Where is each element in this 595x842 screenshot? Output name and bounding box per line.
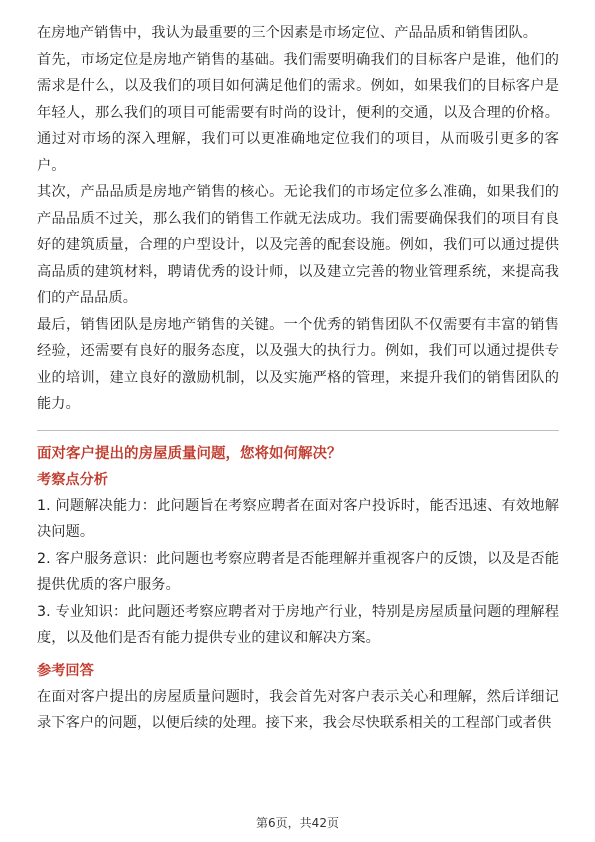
question-title: 面对客户提出的房屋质量问题，您将如何解决？ <box>37 445 342 462</box>
analysis-heading: 考察点分析 <box>37 471 108 488</box>
intro-paragraph-4: 最后，销售团队是房地产销售的关键。一个优秀的销售团队不仅需要有丰富的销售经验，还需要有良好的服务态度，以及强大的执行力。例如，我们可以通过提供专业的培训，建立良好的激励机制，以及实施严格的管理，来提升我们的销售团队的能力。 <box>37 316 559 412</box>
page-number-footer: 第6页，共42页 <box>256 816 339 830</box>
intro-paragraph-1: 在房地产销售中，我认为最重要的三个因素是市场定位、产品品质和销售团队。 <box>37 25 538 41</box>
analysis-item-3: 3. 专业知识：此问题还考察应聘者对于房地产行业，特别是房屋质量问题的理解程度，以及他们是否有能力提供专业的建议和解决方案。 <box>37 603 559 646</box>
intro-paragraph-2: 首先，市场定位是房地产销售的基础。我们需要明确我们的目标客户是谁，他们的需求是什么，以及我们的项目如何满足他们的需求。例如，如果我们的目标客户是年轻人，那么我们的项目可能需要有时尚的设计，便利的交通，以及合理的价格。通过对市场的深入理解，我们可以更准确地定位我们的项目，从而吸引更多的客户。 <box>37 51 559 174</box>
analysis-item-1: 1. 问题解决能力：此问题旨在考察应聘者在面对客户投诉时，能否迅速、有效地解决问题。 <box>37 497 559 540</box>
analysis-item-2: 2. 客户服务意识：此问题也考察应聘者是否能理解并重视客户的反馈，以及是否能提供优质的客户服务。 <box>37 550 559 593</box>
intro-paragraph-3: 其次，产品品质是房地产销售的核心。无论我们的市场定位多么准确，如果我们的产品品质不过关，那么我们的销售工作就无法成功。我们需要确保我们的项目有良好的建筑质量，合理的户型设计，以及完善的配套设施。例如，我们可以通过提供高品质的建筑材料，聘请优秀的设计师，以及建立完善的物业管理系统，来提高我们的产品品质。 <box>37 184 559 306</box>
document-page <box>37 20 559 737</box>
section-divider <box>37 430 559 431</box>
reference-answer-text: 在面对客户提出的房屋质量问题时，我会首先对客户表示关心和理解，然后详细记录下客户的问题，以便后续的处理。接下来，我会尽快联系相关的工程部门或者供 <box>37 688 559 731</box>
reference-heading: 参考回答 <box>37 662 94 679</box>
